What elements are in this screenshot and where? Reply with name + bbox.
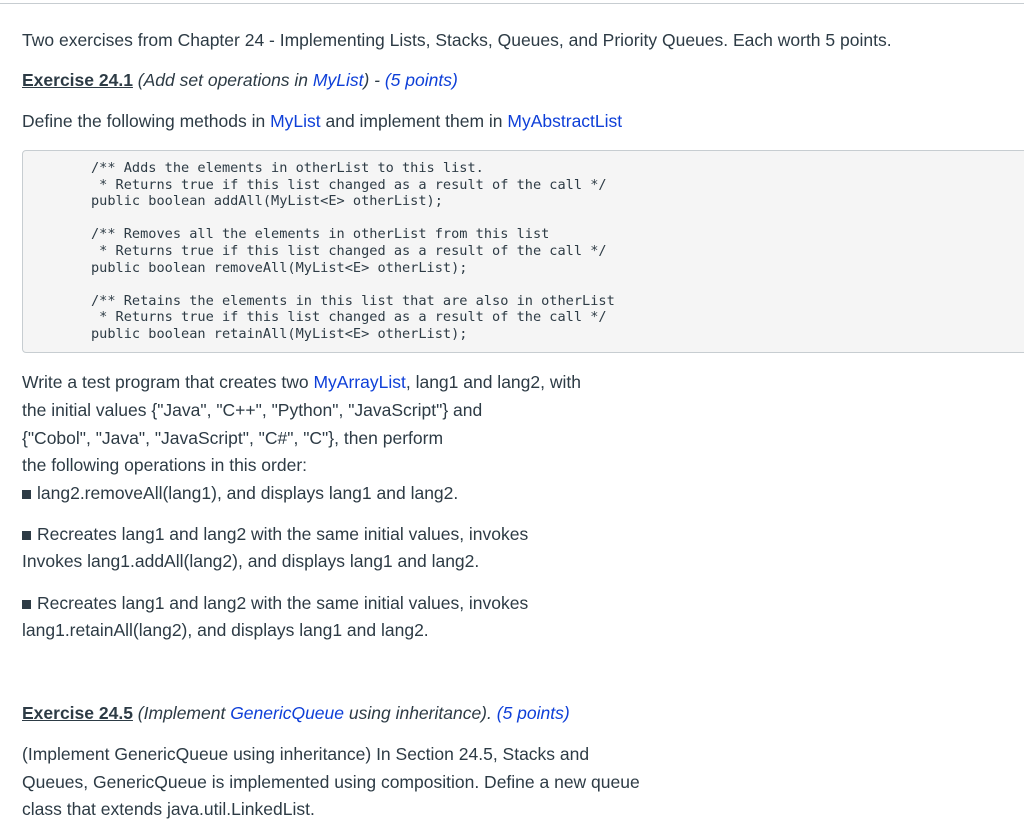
define-text-b: and implement them in bbox=[320, 111, 508, 131]
code-block bbox=[22, 150, 1024, 353]
mylist-link[interactable]: MyList bbox=[312, 70, 364, 90]
square-bullet-icon bbox=[22, 600, 31, 609]
exercise-24-5-body-1: (Implement GenericQueue using inheritance) In Section 24.5, Stacks and bbox=[22, 744, 590, 764]
exercise-24-1-subtitle-a: (Add set operations in bbox=[132, 70, 313, 90]
code-line: public boolean retainAll(MyList<E> otherList); bbox=[91, 326, 468, 342]
code-line: * Returns true if this list changed as a result of the call */ bbox=[91, 176, 607, 193]
code-line: public boolean removeAll(MyList<E> otherList); bbox=[91, 259, 468, 276]
exercise-24-5-subtitle-b: using inheritance). bbox=[344, 703, 497, 723]
bullet-item-1 bbox=[22, 479, 458, 507]
bullet-1-text: lang2.removeAll(lang1), and displays lang1 and lang2. bbox=[37, 483, 459, 503]
intro-text: Two exercises from Chapter 24 - Implementing Lists, Stacks, Queues, and Priority Queues. Each worth 5 points. bbox=[22, 30, 892, 50]
exercise-24-5-body-3: class that extends java.util.LinkedList. bbox=[22, 799, 315, 819]
genericqueue-link[interactable]: GenericQueue bbox=[230, 703, 345, 723]
exercise-24-1-points: (5 points) bbox=[384, 70, 458, 90]
test-program-line-3: {"Cobol", "Java", "JavaScript", "C#", "C"}, then perform bbox=[22, 428, 444, 448]
mylist-link-2[interactable]: MyList bbox=[270, 111, 321, 131]
test-text-b: , lang1 and lang2, with bbox=[405, 372, 581, 392]
bullet-item-2-continued: Invokes lang1.addAll(lang2), and displays lang1 and lang2. bbox=[22, 551, 480, 571]
code-line: /** Retains the elements in this list that are also in otherList bbox=[91, 292, 615, 309]
test-program-line-4: the following operations in this order: bbox=[22, 455, 308, 475]
test-text-a: Write a test program that creates two bbox=[22, 372, 314, 392]
test-program-line-1 bbox=[22, 368, 581, 396]
myarraylist-link[interactable]: MyArrayList bbox=[313, 372, 406, 392]
code-line: * Returns true if this list changed as a result of the call */ bbox=[91, 243, 607, 259]
test-program-line-2: the initial values {"Java", "C++", "Python", "JavaScript"} and bbox=[22, 400, 483, 420]
bullet-item-3 bbox=[22, 589, 528, 617]
exercise-24-1-heading bbox=[22, 66, 458, 94]
define-methods-text bbox=[22, 107, 622, 135]
exercise-24-5-title: Exercise 24.5 bbox=[22, 703, 133, 723]
square-bullet-icon bbox=[22, 531, 31, 540]
square-bullet-icon bbox=[22, 490, 31, 499]
bullet-item-3-continued: lang1.retainAll(lang2), and displays lang1 and lang2. bbox=[22, 620, 429, 640]
exercise-24-1-subtitle-b: ) - bbox=[363, 70, 385, 90]
myabstractlist-link[interactable]: MyAbstractList bbox=[507, 111, 623, 131]
code-line: public boolean addAll(MyList<E> otherList); bbox=[91, 193, 443, 210]
code-line: /** Removes all the elements in otherList from this list bbox=[91, 226, 550, 243]
exercise-24-5-heading bbox=[22, 699, 570, 727]
bullet-2-text: Recreates lang1 and lang2 with the same initial values, invokes bbox=[37, 524, 529, 544]
exercise-24-5-body-2: Queues, GenericQueue is implemented using composition. Define a new queue bbox=[22, 772, 640, 792]
top-divider bbox=[0, 3, 1024, 4]
bullet-item-2 bbox=[22, 520, 528, 548]
define-text-a: Define the following methods in bbox=[22, 111, 271, 131]
bullet-3-text: Recreates lang1 and lang2 with the same initial values, invokes bbox=[37, 593, 529, 613]
exercise-24-5-subtitle-a: (Implement bbox=[132, 703, 231, 723]
exercise-24-5-points: (5 points) bbox=[496, 703, 570, 723]
exercise-24-1-title: Exercise 24.1 bbox=[22, 70, 133, 90]
code-line: * Returns true if this list changed as a result of the call */ bbox=[91, 309, 607, 326]
code-line: /** Adds the elements in otherList to this list. bbox=[91, 160, 484, 176]
